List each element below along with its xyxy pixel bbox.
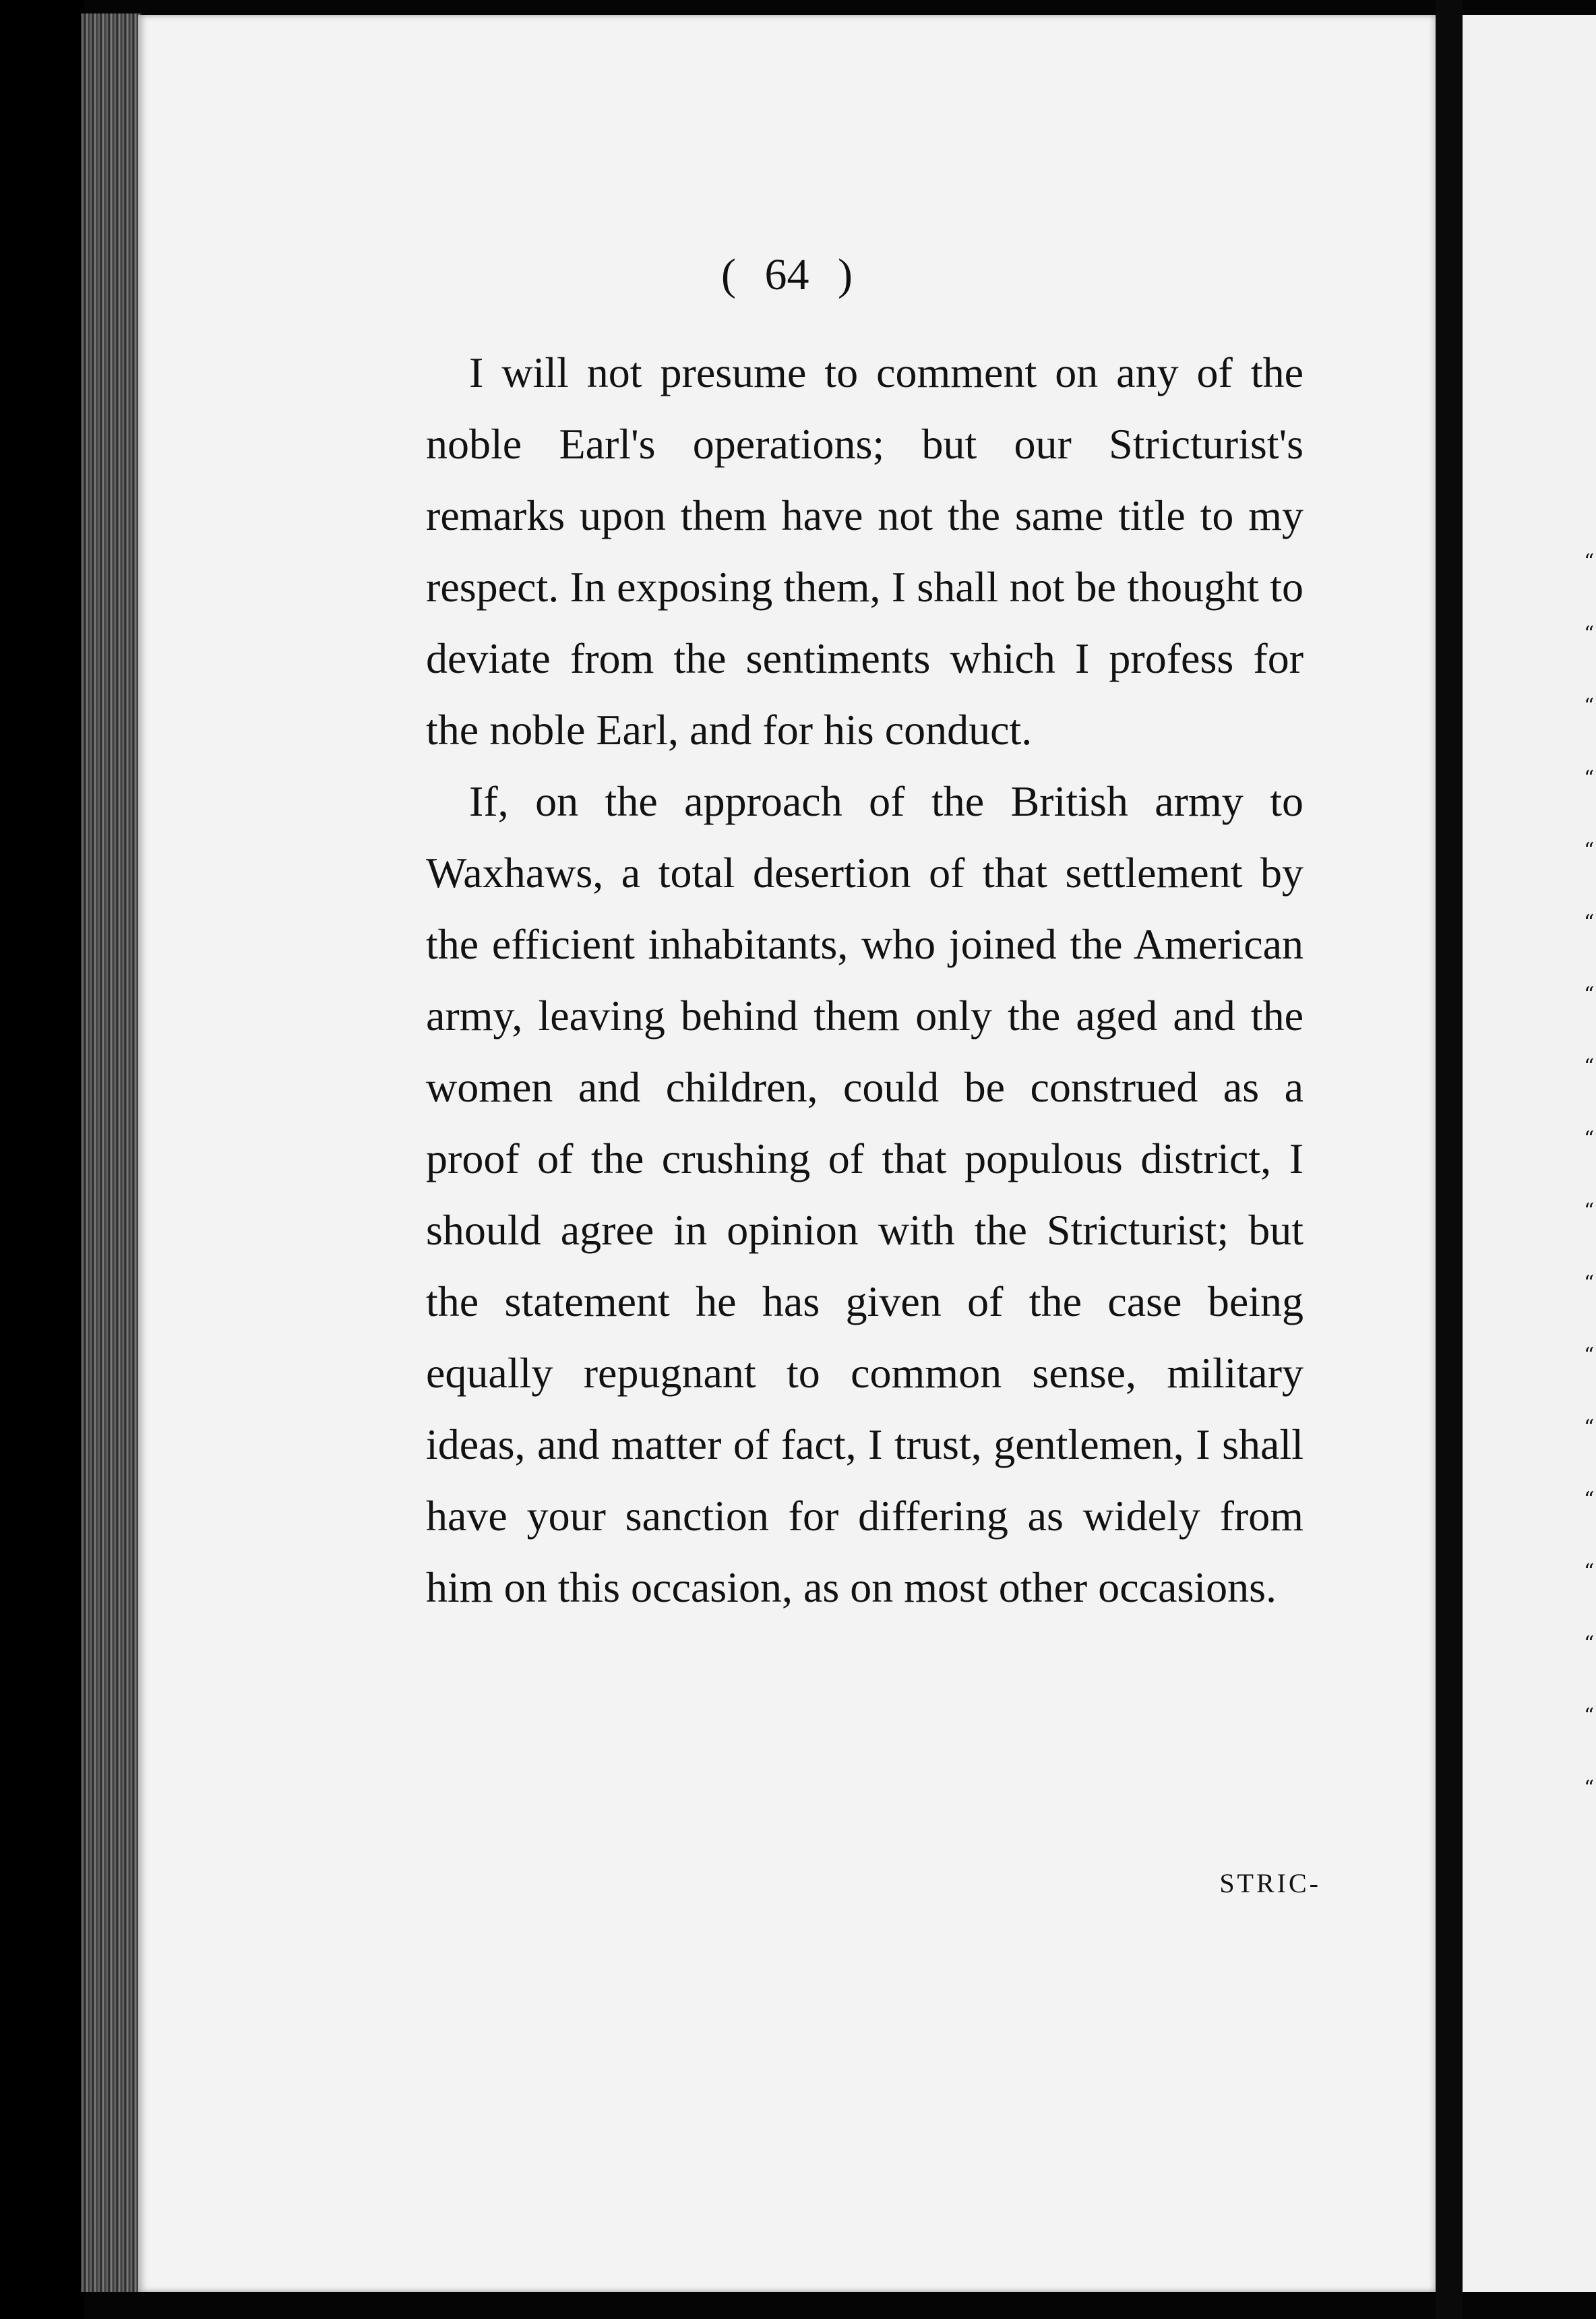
page-number: 64 [764, 250, 809, 299]
book-gutter [1436, 0, 1463, 2319]
header-open-paren: ( [721, 250, 736, 299]
page-header [138, 249, 1436, 301]
body-text [426, 337, 1303, 1623]
catchword: STRIC- [1219, 1868, 1321, 1898]
facing-page-quote-marks: “ “ “ “ “ “ “ “ “ “ “ “ “ “ “ “ “ “ [1584, 550, 1595, 1800]
paragraph-2: If, on the approach of the British army to Waxhaws, a total desertion of that settlement by the efficient inhabitants, who joined the American army, leaving behind them only the aged and the women and children, could be construed as a proof of the crushing of that populous district, I should agree in opinion with the Stricturist; but the statement he has given of the case being equally repugnant to common sense, military ideas, and matter of fact, I trust, gentlemen, I shall have your sanction for differing as widely from him on this occasion, as on most other occasions. [426, 777, 1303, 1611]
header-close-paren: ) [838, 250, 853, 299]
facing-page-edge [1463, 15, 1596, 2292]
scan-background [0, 0, 84, 2319]
page-edges [81, 13, 142, 2292]
paragraph-1: I will not presume to comment on any of the noble Earl's operations; but our Stricturist's remarks upon them have not the same title to my respect. In exposing them, I shall not be thought to deviate from the sentiments which I profess for the noble Earl, and for his conduct. [426, 349, 1303, 754]
